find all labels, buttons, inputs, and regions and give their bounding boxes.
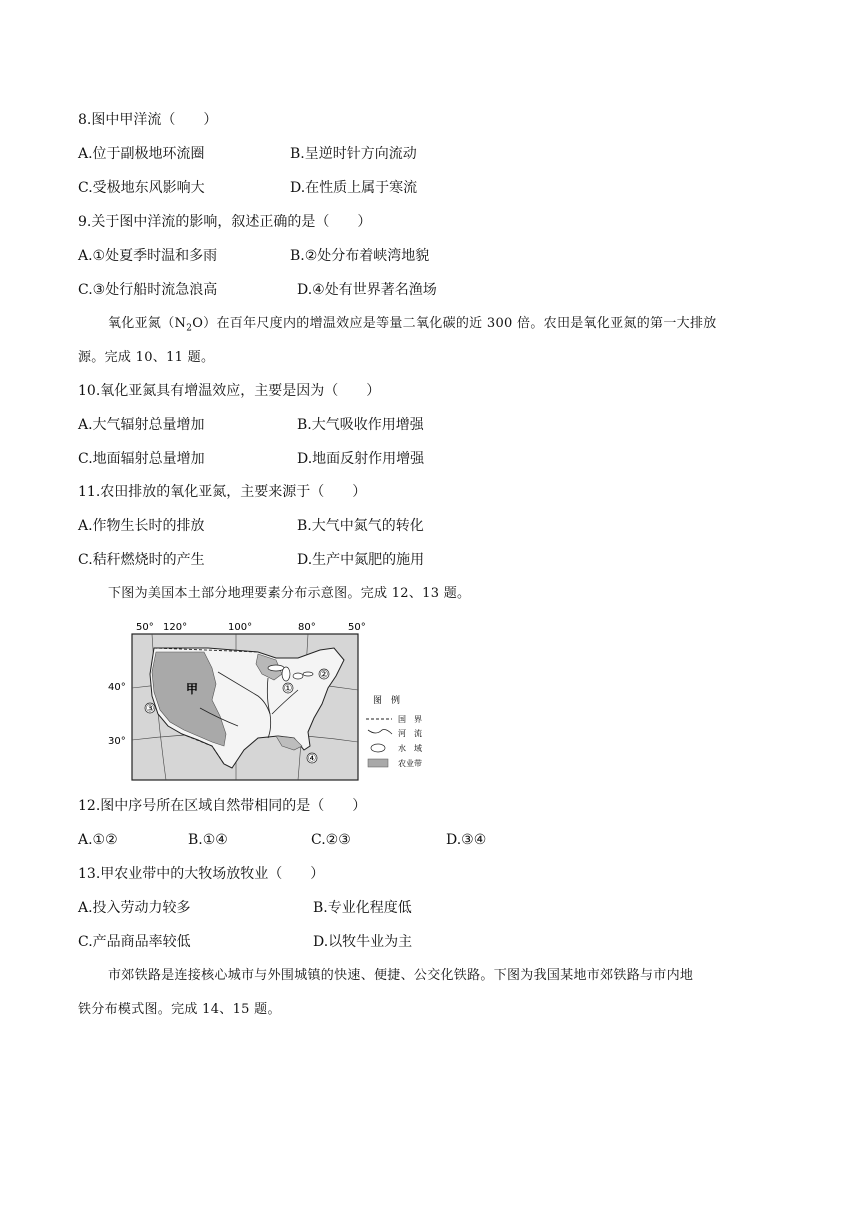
- question-9-stem: 9.关于图中洋流的影响，叙述正确的是（ ）: [78, 214, 372, 230]
- question-11-stem: 11.农田排放的氧化亚氮，主要来源于（ ）: [78, 484, 367, 500]
- map-legend: [366, 694, 422, 768]
- question-12-option-b: B.①④: [188, 832, 228, 848]
- us-map-figure: [108, 618, 438, 784]
- question-11-option-a: A.作物生长时的排放: [78, 518, 205, 534]
- legend-title: 图 例: [373, 696, 401, 706]
- question-13-option-d: D.以牧牛业为主: [313, 934, 413, 950]
- question-8-stem: 8.图中甲洋流（ ）: [78, 112, 218, 128]
- intro-paragraph-14-15-line2: 铁分布模式图。完成 14、15 题。: [78, 1002, 281, 1017]
- legend-river-symbol: [368, 730, 392, 735]
- question-13-option-a: A.投入劳动力较多: [78, 900, 191, 916]
- question-9-option-b: B.②处分布着峡湾地貌: [290, 248, 430, 264]
- question-8-option-b: B.呈逆时针方向流动: [290, 146, 417, 162]
- question-8-option-a: A.位于副极地环流圈: [78, 146, 205, 162]
- question-10-option-a: A.大气辐射总量增加: [78, 417, 205, 433]
- map-top-label-50w: 50°: [136, 622, 154, 633]
- intro-paragraph-14-15: 市郊铁路是连接核心城市与外围城镇的快速、便捷、公交化铁路。下图为我国某地市郊铁路与市内地: [108, 968, 694, 983]
- map-top-label-120: 120°: [163, 622, 188, 633]
- question-13-option-b: B.专业化程度低: [313, 900, 412, 916]
- question-11-option-b: B.大气中氮气的转化: [297, 518, 424, 534]
- question-9-option-a: A.①处夏季时温和多雨: [78, 248, 218, 264]
- legend-water-label: 水 域: [398, 744, 422, 753]
- intro-paragraph-10-11: 氧化亚氮$(N_2O)$在百年尺度内的增温效应是等量二氧化碳的近 300 倍。农田是氧化亚氮的第一大排放: [108, 316, 717, 334]
- question-12-stem: 12.图中序号所在区域自然带相同的是（ ）: [78, 798, 367, 814]
- marker-2: ②: [319, 669, 329, 681]
- question-9-option-d: D.④处有世界著名渔场: [297, 282, 437, 298]
- question-10-option-b: B.大气吸收作用增强: [297, 417, 424, 433]
- question-13-stem: 13.甲农业带中的大牧场放牧业（ ）: [78, 866, 325, 882]
- legend-border-label: 国 界: [398, 715, 422, 724]
- question-8-option-c: C.受极地东风影响大: [78, 180, 205, 196]
- map-top-label-100: 100°: [228, 622, 253, 633]
- question-11-option-c: C.秸秆燃烧时的产生: [78, 552, 205, 568]
- map-region-label-jia: 甲: [186, 682, 199, 696]
- marker-4: ④: [307, 753, 317, 765]
- legend-agri-symbol: [368, 759, 388, 767]
- map-left-label-30: 30°: [108, 736, 126, 747]
- marker-1: ①: [283, 683, 293, 695]
- question-8-option-d: D.在性质上属于寒流: [290, 180, 418, 196]
- question-13-option-c: C.产品商品率较低: [78, 934, 191, 950]
- question-11-option-d: D.生产中氮肥的施用: [297, 552, 425, 568]
- question-12-option-a: A.①②: [78, 832, 118, 848]
- intro-paragraph-10-11-line2: 源。完成 10、11 题。: [78, 350, 215, 365]
- map-left-label-40: 40°: [108, 682, 126, 693]
- question-10-option-c: C.地面辐射总量增加: [78, 451, 205, 467]
- question-12-option-d: D.③④: [446, 832, 487, 848]
- map-top-label-50e: 50°: [348, 622, 366, 633]
- legend-river-label: 河 流: [398, 729, 422, 738]
- question-9-option-c: C.③处行船时流急浪高: [78, 282, 218, 298]
- question-10-stem: 10.氧化亚氮具有增温效应，主要是因为（ ）: [78, 383, 381, 399]
- map-top-label-80: 80°: [298, 622, 316, 633]
- legend-agri-label: 农业带: [398, 759, 422, 768]
- question-12-option-c: C.②③: [311, 832, 351, 848]
- legend-water-symbol: [371, 744, 385, 752]
- question-10-option-d: D.地面反射作用增强: [297, 451, 425, 467]
- intro-paragraph-12-13: 下图为美国本土部分地理要素分布示意图。完成 12、13 题。: [108, 586, 471, 601]
- marker-3: ③: [145, 703, 155, 715]
